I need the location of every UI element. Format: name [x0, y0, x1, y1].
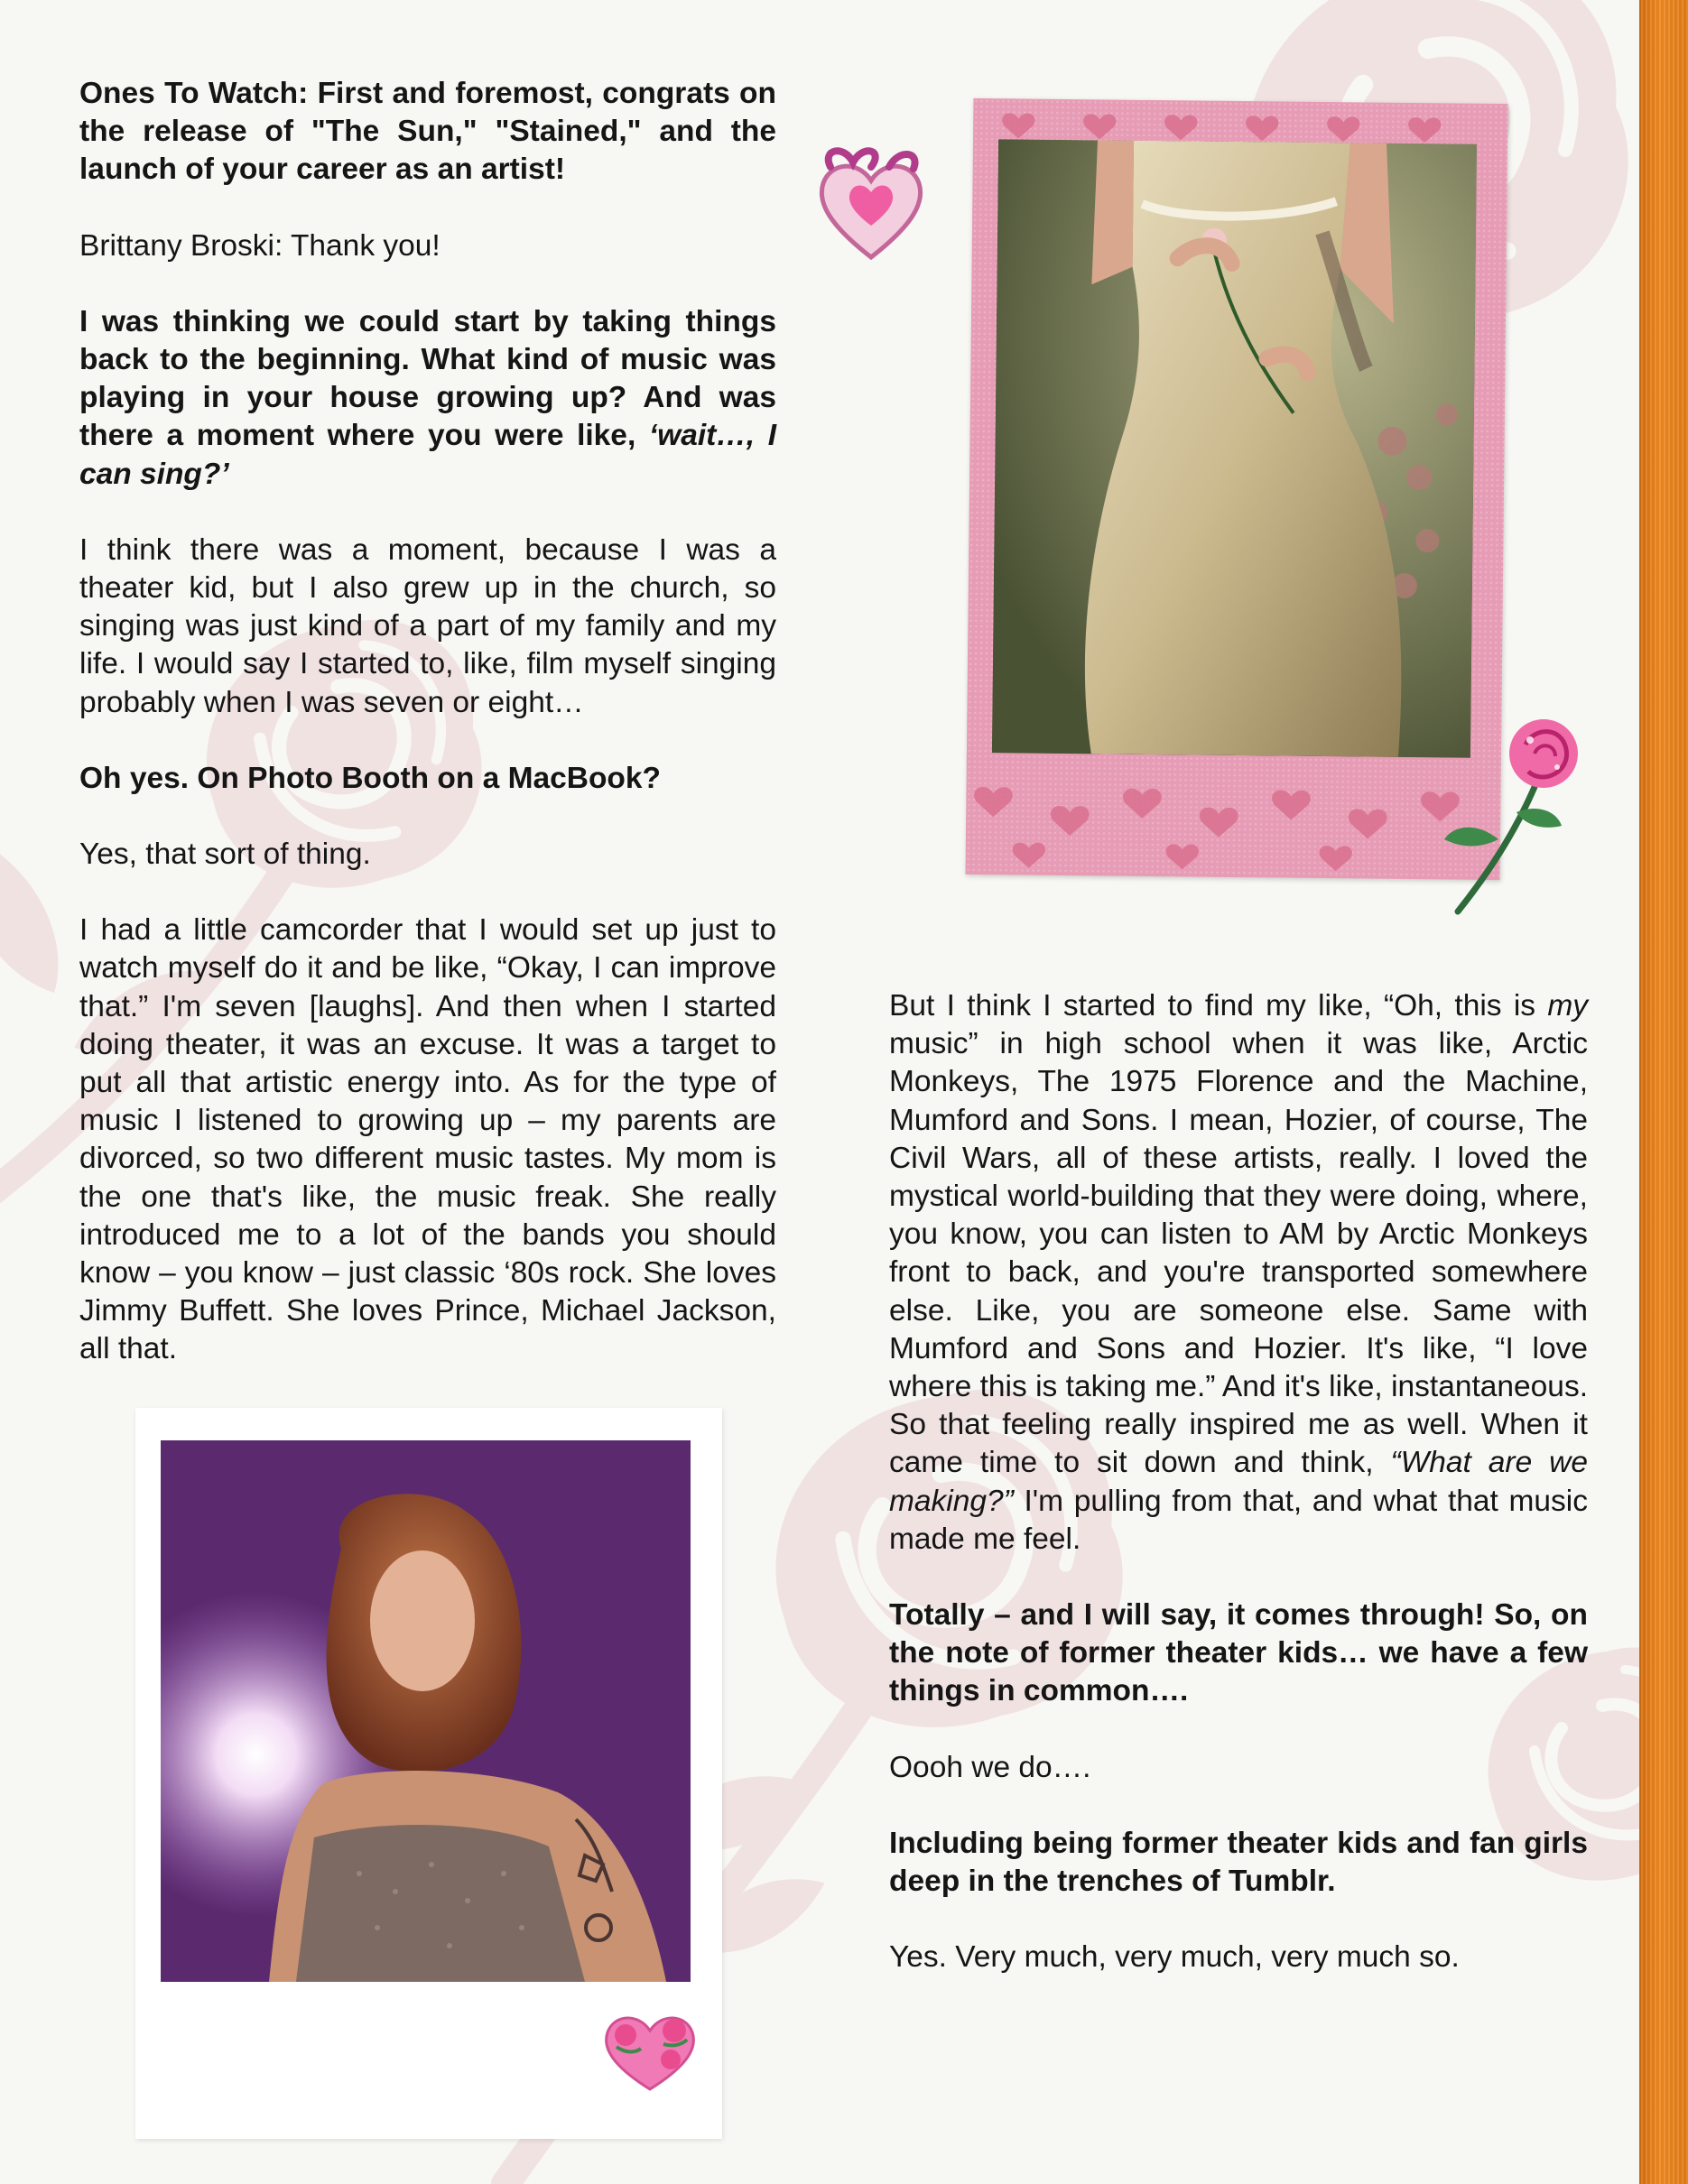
- pink-rose-icon: [1431, 713, 1589, 916]
- answer-text-part-b: music” in high school when it was like, Arctic Monkeys, The 1975 Florence and the Machine, Mumford and Sons. I mean, Hozier, of course, The Civil Wars, all of these artists, really. I loved the mystical world-building that they were doing, where, you know, you can listen to AM by Arctic Monkeys front to back, and you're transported somewhere else. Like, you are someone else. Same with Mumford and Sons and Hozier. It's like, “I love where this is taking me.” And it's like, instantaneous. So that feeling really inspired me as well. When it came time to sit down and think,: [889, 1027, 1588, 1480]
- top-photo-frame: [966, 98, 1508, 880]
- orange-side-strip: [1639, 0, 1688, 2184]
- interview-answer-sort-of: Yes, that sort of thing.: [79, 838, 371, 872]
- heart-with-roses-icon: [600, 2004, 700, 2094]
- interview-answer-oooh: Oooh we do….: [889, 1750, 1091, 1784]
- question-italic-quote: ‘wait…, I can sing?’: [79, 419, 777, 491]
- right-text-column: [889, 987, 1588, 2014]
- answer-text-part-a: But I think I started to find my like, “Oh, this is: [889, 989, 1548, 1023]
- interview-question-photo-booth: Oh yes. On Photo Booth on a MacBook?: [79, 761, 661, 795]
- interview-answer-very-much: Yes. Very much, very much, very much so.: [889, 1940, 1460, 1975]
- interview-answer-thanks: Brittany Broski: Thank you!: [79, 228, 441, 263]
- woman-with-red-hair-photo: [161, 1440, 691, 1982]
- answer-text-part-c: I'm pulling from that, and what that music made me feel.: [889, 1484, 1588, 1556]
- interview-question-beginning: [79, 303, 776, 494]
- interview-answer-my-music: [889, 987, 1588, 1559]
- interview-question-tumblr: Including being former theater kids and fan girls deep in the trenches of Tumblr.: [889, 1826, 1588, 1899]
- left-text-column: [79, 75, 776, 1407]
- interview-answer-camcorder: I had a little camcorder that I would set up just to watch myself do it and be like, “Okay, I can improve that.” I'm seven [laughs]. And then when I started doing theater, it was an excuse. It was a target to put all that artistic energy into. As for the type of music I listened to growing up – my parents are divorced, so two different music tastes. My mom is the one that's like, the music freak. She really introduced me to a lot of the bands you should know – you know – just classic ‘80s rock. She loves Jimmy Buffett. She loves Prince, Michael Jackson, all that.: [79, 913, 776, 1366]
- pink-heart-with-bow-icon: [812, 140, 930, 266]
- answer-italic-question: “What are we making?”: [889, 1446, 1589, 1518]
- interview-answer-theater-kid: I think there was a moment, because I was a theater kid, but I also grew up in the church, so singing was just kind of a part of my family and my life. I would say I started to, like, film myself singing probably when I was seven or eight…: [79, 532, 776, 719]
- interview-question-intro: Ones To Watch: First and foremost, congrats on the release of "The Sun," "Stained," and the launch of your career as an artist!: [79, 77, 776, 187]
- question-text: I was thinking we could start by taking things back to the beginning. What kind of music was playing in your house growing up? And was there a moment where you were like,: [79, 304, 776, 453]
- woman-in-satin-dress-photo: [992, 139, 1477, 758]
- interview-question-common: Totally – and I will say, it comes through! So, on the note of former theater kids… we have a few things in common….: [889, 1598, 1588, 1708]
- answer-italic-my: my: [1547, 989, 1588, 1023]
